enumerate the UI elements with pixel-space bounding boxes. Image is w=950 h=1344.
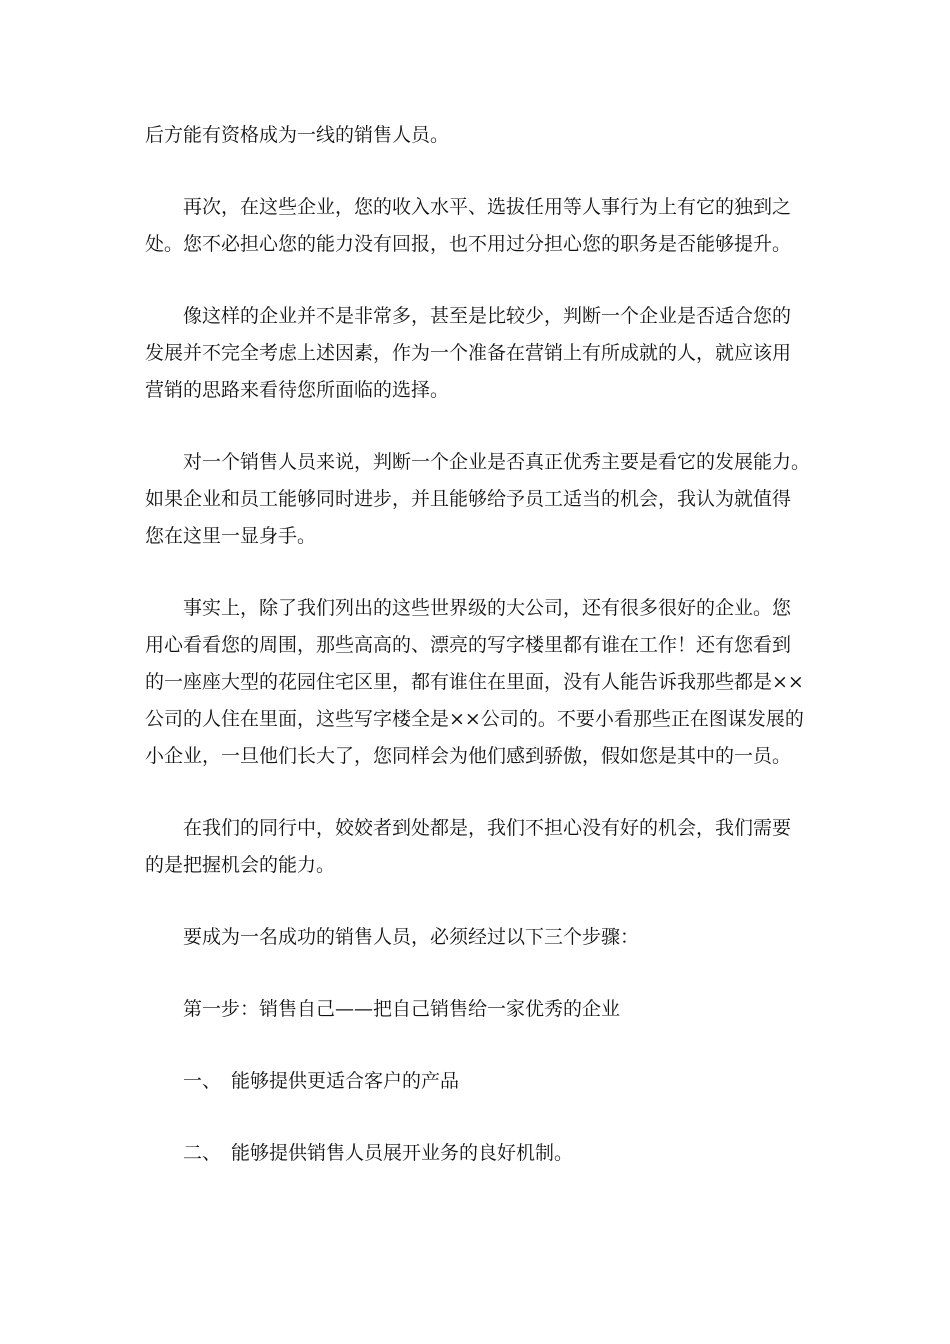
paragraph xyxy=(145,298,825,409)
text-line: 像这样的企业并不是非常多，甚至是比较少，判断一个企业是否适合您的 xyxy=(183,305,792,327)
text-line: 的一座座大型的花园住宅区里，都有谁住在里面，没有人能告诉我那些都是×× xyxy=(145,671,804,693)
text-line: 事实上，除了我们列出的这些世界级的大公司，还有很多很好的企业。您 xyxy=(183,597,792,619)
text-line: 发展并不完全考虑上述因素，作为一个准备在营销上有所成就的人，就应该用 xyxy=(145,342,792,364)
text-line: 您在这里一显身手。 xyxy=(145,525,317,547)
document-body xyxy=(145,117,825,1172)
list-text: 能够提供销售人员展开业务的良好机制。 xyxy=(231,1142,574,1164)
text-line: 在我们的同行中，姣姣者到处都是，我们不担心没有好的机会，我们需要 xyxy=(183,817,792,839)
paragraph xyxy=(145,810,825,884)
list-number: 一、 xyxy=(183,1070,222,1092)
text-line: 要成为一名成功的销售人员，必须经过以下三个步骤： xyxy=(183,926,640,948)
step-heading xyxy=(145,991,825,1028)
text-line: 再次，在这些企业，您的收入水平、选拔任用等人事行为上有它的独到之 xyxy=(183,196,792,218)
text-line: 后方能有资格成为一线的销售人员。 xyxy=(145,124,450,146)
text-line: 公司的人住在里面，这些写字楼全是××公司的。不要小看那些正在图谋发展的 xyxy=(145,708,804,730)
text-line: 小企业，一旦他们长大了，您同样会为他们感到骄傲，假如您是其中的一员。 xyxy=(145,745,792,767)
text-line: 第一步：销售自己——把自己销售给一家优秀的企业 xyxy=(183,998,621,1020)
text-line: 的是把握机会的能力。 xyxy=(145,854,336,876)
paragraph xyxy=(145,117,825,154)
text-line: 用心看看您的周围，那些高高的、漂亮的写字楼里都有谁在工作！还有您看到 xyxy=(145,634,792,656)
list-number: 二、 xyxy=(183,1142,222,1164)
list-line xyxy=(145,1063,825,1100)
list-item xyxy=(145,1135,825,1172)
text-line: 营销的思路来看待您所面临的选择。 xyxy=(145,379,450,401)
list-item xyxy=(145,1063,825,1100)
paragraph xyxy=(145,919,825,956)
paragraph xyxy=(145,590,825,775)
paragraph xyxy=(145,189,825,263)
text-line: 处。您不必担心您的能力没有回报，也不用过分担心您的职务是否能够提升。 xyxy=(145,233,792,255)
text-line: 对一个销售人员来说，判断一个企业是否真正优秀主要是看它的发展能力。 xyxy=(183,451,811,473)
list-text: 能够提供更适合客户的产品 xyxy=(231,1070,460,1092)
paragraph xyxy=(145,444,825,555)
text-line: 如果企业和员工能够同时进步，并且能够给予员工适当的机会，我认为就值得 xyxy=(145,488,792,510)
list-line xyxy=(145,1135,825,1172)
